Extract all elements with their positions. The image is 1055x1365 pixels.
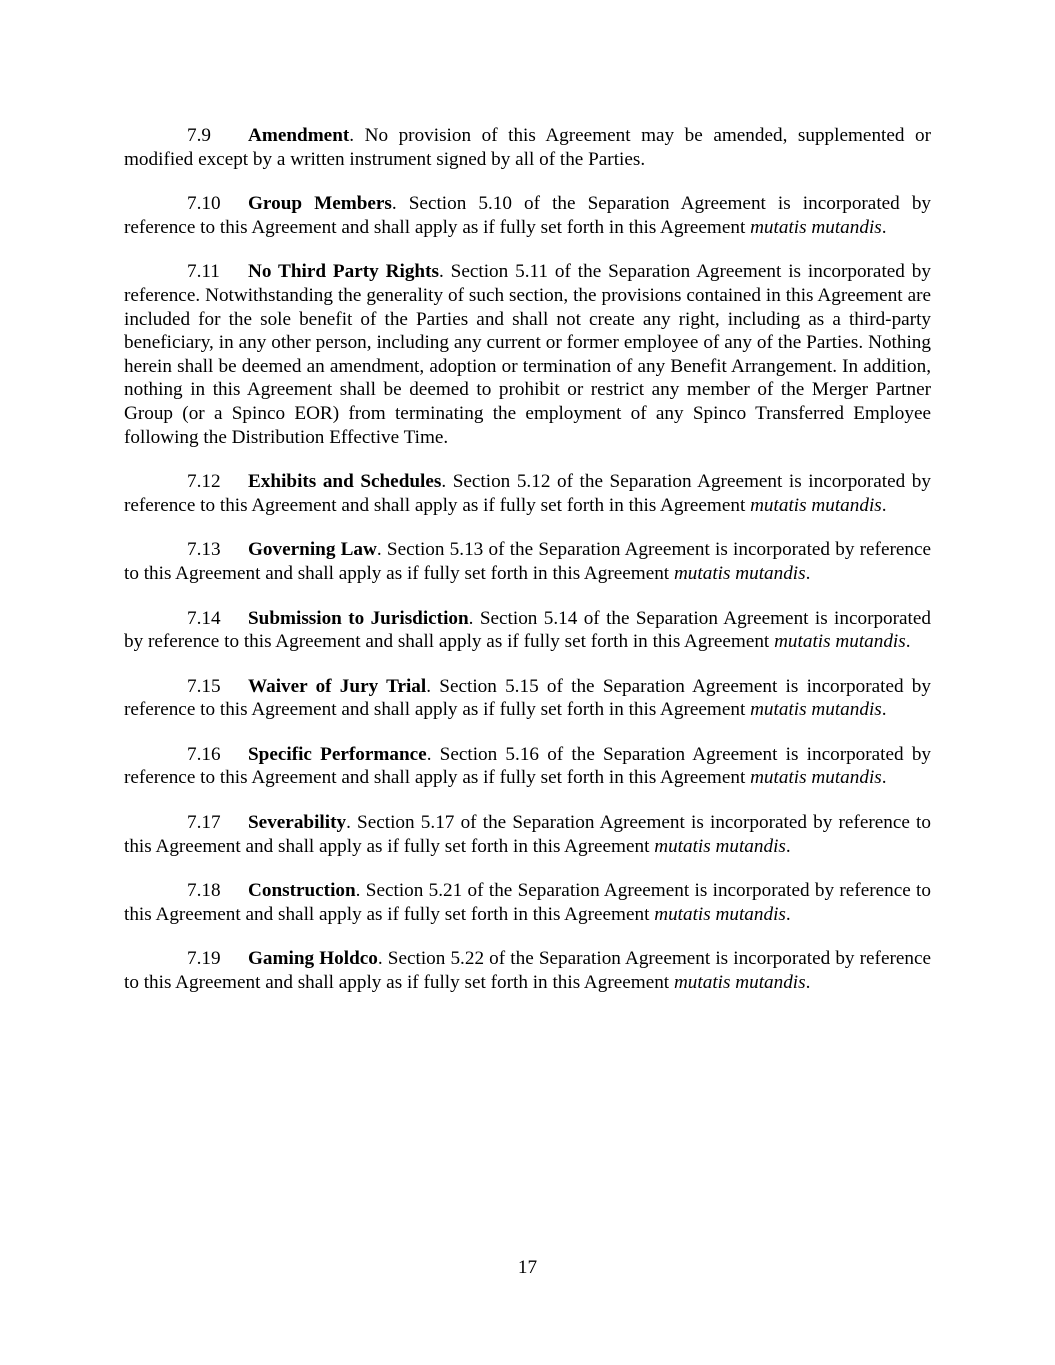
- section-end-punctuation: .: [785, 835, 791, 857]
- section-number: 7.14: [187, 607, 221, 629]
- section-heading: Construction: [248, 880, 356, 902]
- section-heading: Governing Law: [248, 539, 377, 561]
- section-italic-phrase: mutatis mutandis: [774, 631, 906, 653]
- section-end-punctuation: .: [881, 767, 887, 789]
- section-number: 7.11: [187, 261, 220, 283]
- section-body: . Section 5.10 of the Separation Agreement is incorporated by reference to this Agreement and shall apply as if fully set forth in this Agreement: [124, 193, 932, 238]
- section-7-16: [124, 743, 931, 790]
- section-heading: Amendment: [248, 125, 350, 146]
- section-number: 7.9: [187, 125, 211, 146]
- section-body: . Section 5.13 of the Separation Agreement is incorporated by reference to this Agreement and shall apply as if fully set forth in this Agreement: [124, 539, 931, 584]
- section-heading: Group Members: [248, 193, 392, 215]
- section-number: 7.15: [187, 675, 221, 697]
- section-7-17: [124, 811, 931, 858]
- section-7-13: [124, 538, 931, 585]
- section-body: . Section 5.14 of the Separation Agreement is incorporated by reference to this Agreement and shall apply as if fully set forth in this Agreement: [124, 607, 931, 653]
- section-heading: Submission to Jurisdiction: [248, 607, 469, 629]
- section-7-9: [124, 124, 931, 171]
- section-body: . Section 5.17 of the Separation Agreement is incorporated by reference to this Agreement and shall apply as if fully set forth in this Agreement: [124, 812, 931, 857]
- page-number: 17: [517, 1257, 538, 1278]
- section-heading: No Third Party Rights: [248, 261, 439, 283]
- section-body: . Section 5.11 of the Separation Agreement is incorporated by reference. Notwithstanding the generality of such section, the provisions contained in this Agreement are included for the sole benefit of the Parties and shall not create any right, including as a third-party beneficiary, in any other person, including any current or former employee of any of the Parties. Nothing herein shall be deemed an amendment, adoption or termination of any Benefit Arrangement. In addition, nothing in this Agreement shall be deemed to prohibit or restrict any member of the Merger Partner Group (or a Spinco EOR) from terminating the employment of any Spinco Transferred Employee following the Distribution Effective Time.: [124, 261, 931, 448]
- section-end-punctuation: .: [805, 972, 811, 994]
- section-italic-phrase: mutatis mutandis: [750, 767, 882, 789]
- section-number: 7.12: [187, 471, 221, 493]
- section-italic-phrase: mutatis mutandis: [750, 699, 882, 721]
- document-page: [124, 124, 931, 1016]
- section-7-19: [124, 947, 931, 994]
- section-end-punctuation: .: [905, 631, 911, 653]
- section-italic-phrase: mutatis mutandis: [750, 494, 882, 516]
- section-end-punctuation: .: [881, 699, 887, 721]
- section-italic-phrase: mutatis mutandis: [750, 216, 882, 238]
- section-body: . Section 5.15 of the Separation Agreement is incorporated by reference to this Agreement and shall apply as if fully set forth in this Agreement: [124, 675, 931, 721]
- section-italic-phrase: mutatis mutandis: [673, 562, 806, 584]
- section-heading: Specific Performance: [248, 743, 427, 765]
- section-7-15: [124, 675, 931, 722]
- section-number: 7.16: [187, 743, 221, 765]
- section-number: 7.10: [187, 193, 221, 215]
- section-number: 7.18: [187, 880, 221, 902]
- section-italic-phrase: mutatis mutandis: [654, 835, 786, 857]
- section-number: 7.17: [187, 812, 221, 834]
- section-7-12: [124, 470, 931, 517]
- section-body: . Section 5.22 of the Separation Agreement is incorporated by reference to this Agreement and shall apply as if fully set forth in this Agreement: [124, 948, 931, 994]
- section-heading: Exhibits and Schedules: [248, 471, 442, 493]
- section-7-14: [124, 607, 931, 654]
- section-number: 7.19: [187, 948, 221, 970]
- section-7-11: [124, 260, 931, 449]
- section-italic-phrase: mutatis mutandis: [654, 903, 786, 925]
- section-body: . Section 5.21 of the Separation Agreement is incorporated by reference to this Agreement and shall apply as if fully set forth in this Agreement: [124, 880, 931, 925]
- section-7-10: [124, 192, 931, 239]
- section-end-punctuation: .: [881, 494, 887, 516]
- section-italic-phrase: mutatis mutandis: [673, 972, 806, 994]
- section-7-18: [124, 879, 931, 926]
- section-end-punctuation: .: [785, 903, 791, 925]
- section-heading: Waiver of Jury Trial: [248, 675, 427, 697]
- section-body: . Section 5.16 of the Separation Agreement is incorporated by reference to this Agreement and shall apply as if fully set forth in this Agreement: [124, 743, 932, 789]
- section-heading: Severability: [248, 812, 347, 834]
- section-heading: Gaming Holdco: [248, 948, 378, 970]
- section-end-punctuation: .: [805, 562, 811, 584]
- section-end-punctuation: .: [881, 216, 887, 238]
- section-number: 7.13: [187, 539, 221, 561]
- section-body: . Section 5.12 of the Separation Agreement is incorporated by reference to this Agreement and shall apply as if fully set forth in this Agreement: [124, 471, 931, 516]
- section-body: . No provision of this Agreement may be amended, supplemented or modified except by a written instrument signed by all of the Parties.: [124, 125, 931, 170]
